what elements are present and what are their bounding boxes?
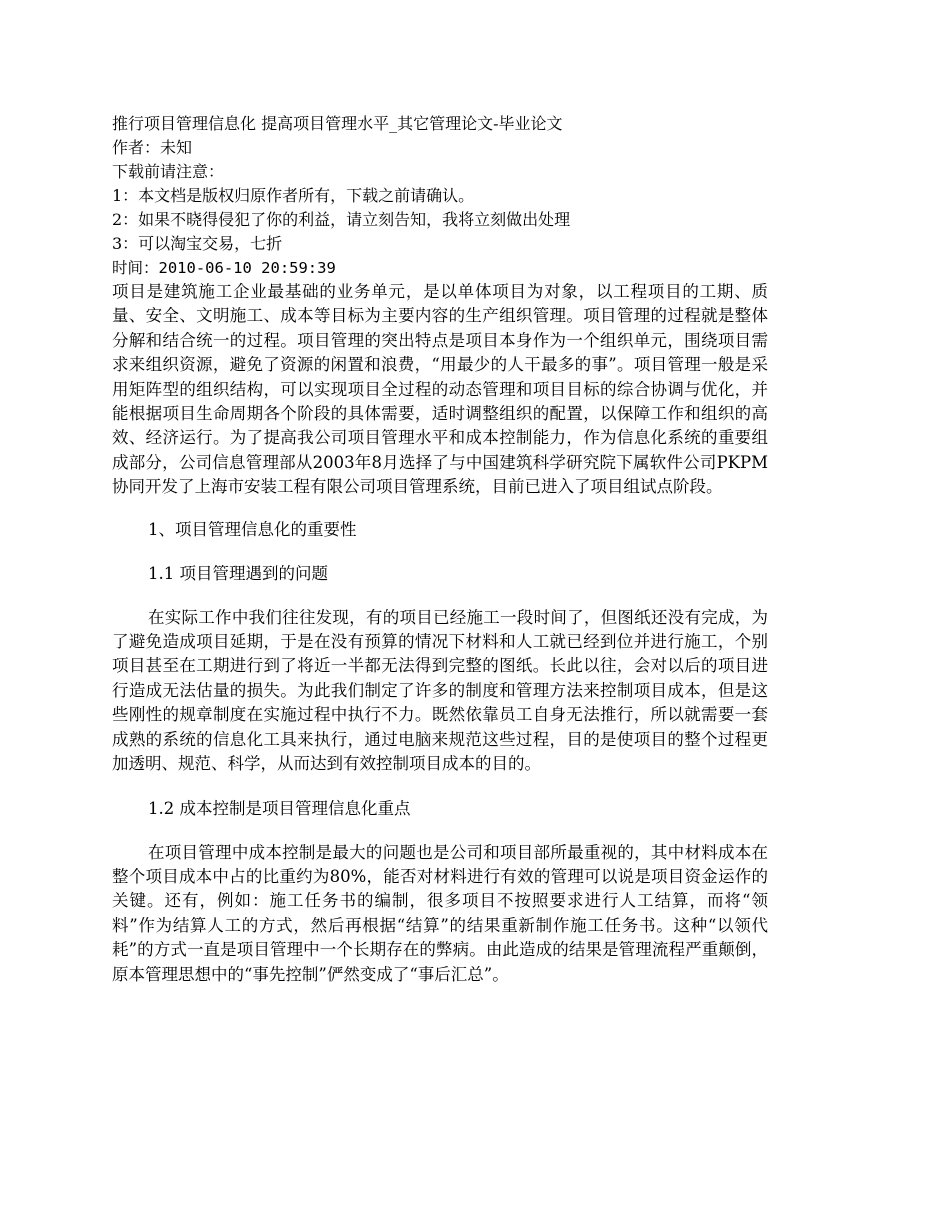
notice-heading: 下载前请注意：: [112, 162, 225, 181]
notice-item-1: 1：本文档是版权归原作者所有，下载之前请确认。: [112, 186, 475, 205]
section-heading-1-2: 1.2 成本控制是项目管理信息化重点: [148, 798, 411, 818]
document-page: [112, 112, 768, 987]
document-title: 推行项目管理信息化 提高项目管理水平_其它管理论文-毕业论文: [112, 114, 563, 133]
section-paragraph-1-2: 在项目管理中成本控制是最大的问题也是公司和项目部所最重视的，其中材料成本在整个项目成本中占的比重约为80%，能否对材料进行有效的管理可以说是项目资金运作的关键。还有，例如：施工任务书的编制，很多项目不按照要求进行人工结算，而将“领料”作为结算人工的方式，然后再根据“结算”的结果重新制作施工任务书。这种“以领代耗”的方式一直是项目管理中一个长期存在的弊病。由此造成的结果是管理流程严重颠倒，原本管理思想中的“事先控制”俨然变成了“事后汇总”。: [112, 842, 768, 984]
notice-item-3: 3：可以淘宝交易，七折: [112, 234, 283, 253]
section-heading-1: 1、项目管理信息化的重要性: [148, 519, 357, 539]
section-paragraph-1-1: 在实际工作中我们往往发现，有的项目已经施工一段时间了，但图纸还没有完成，为了避免造成项目延期，于是在没有预算的情况下材料和人工就已经到位并进行施工，个别项目甚至在工期进行到了将近一半都无法得到完整的图纸。长此以往，会对以后的项目进行造成无法估量的损失。为此我们制定了许多的制度和管理方法来控制项目成本，但是这些刚性的规章制度在实施过程中执行不力。既然依靠员工自身无法推行，所以就需要一套成熟的系统的信息化工具来执行，通过电脑来规范这些过程，目的是使项目的整个过程更加透明、规范、科学，从而达到有效控制项目成本的目的。: [112, 607, 768, 774]
document-time: 时间：2010-06-10 20:59:39: [112, 259, 336, 277]
intro-paragraph: 项目是建筑施工企业最基础的业务单元，是以单体项目为对象，以工程项目的工期、质量、安全、文明施工、成本等目标为主要内容的生产组织管理。项目管理的过程就是整体分解和结合统一的过程。项目管理的突出特点是项目本身作为一个组织单元，围绕项目需求来组织资源，避免了资源的闲置和浪费，“用最少的人干最多的事”。项目管理一般是采用矩阵型的组织结构，可以实现项目全过程的动态管理和项目目标的综合协调与优化，并能根据项目生命周期各个阶段的具体需要，适时调整组织的配置，以保障工作和组织的高效、经济运行。为了提高我公司项目管理水平和成本控制能力，作为信息化系统的重要组成部分，公司信息管理部从2003年8月选择了与中国建筑科学研究院下属软件公司PKPM协同开发了上海市安装工程有限公司项目管理系统，目前已进入了项目组试点阶段。: [112, 282, 768, 497]
notice-item-2: 2：如果不晓得侵犯了你的利益，请立刻告知，我将立刻做出处理: [112, 210, 571, 229]
section-heading-1-1: 1.1 项目管理遇到的问题: [148, 563, 328, 583]
document-author: 作者：未知: [112, 138, 193, 157]
